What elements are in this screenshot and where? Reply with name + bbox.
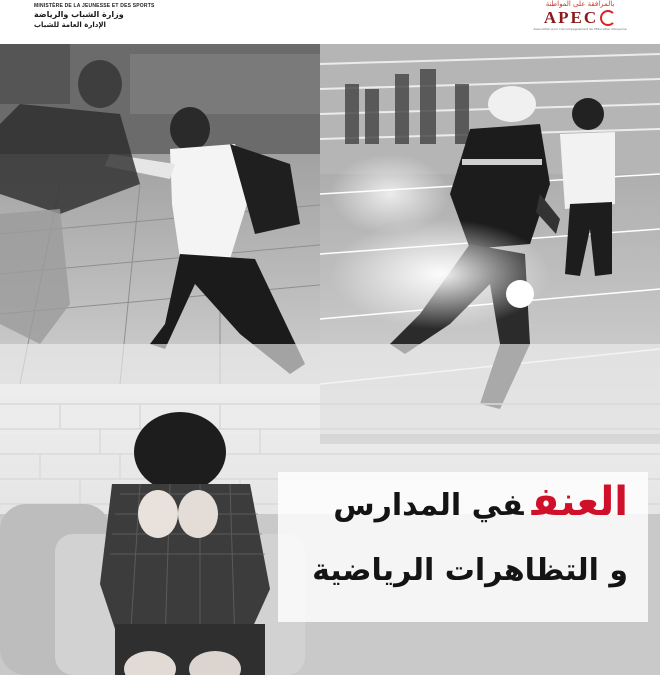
title-keyword: العنف [531, 479, 628, 525]
apec-name: APEC [543, 8, 599, 27]
ministry-name-fr: MINISTÈRE DE LA JEUNESSE ET DES SPORTS [34, 3, 155, 9]
apec-subtitle: Association pour l'Accompagnement de l'Education Citoyenne [533, 27, 627, 31]
apec-tagline: بالمرافقة على المواطنة [545, 0, 615, 8]
header-bar [0, 0, 660, 44]
cover-photo-collage [0, 44, 660, 675]
directorate-name-ar: الإدارة العامة للشباب [34, 21, 106, 29]
cover-title-line1 [333, 479, 628, 525]
schoolyard-fight-photo [0, 44, 330, 384]
cover-title-line2: و التظاهرات الرياضية [312, 553, 628, 588]
ministry-name-ar: وزارة الشباب والرياضة [34, 10, 124, 19]
title-word2: في المدارس [333, 488, 524, 523]
apec-brand [544, 10, 616, 26]
ministry-logo [22, 3, 162, 39]
apec-logo [520, 0, 640, 30]
cover-title-panel [278, 472, 648, 622]
apec-swirl-icon [600, 10, 616, 26]
